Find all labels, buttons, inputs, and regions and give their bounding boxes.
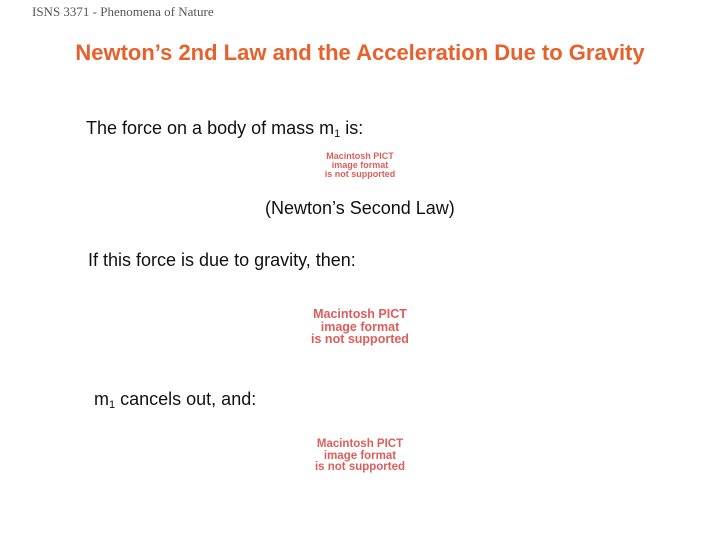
pict-placeholder-line: is not supported	[324, 169, 396, 179]
course-header: ISNS 3371 - Phenomena of Nature	[32, 4, 214, 19]
text-line-cancels-end: cancels out, and:	[115, 389, 257, 409]
pict-placeholder-line: Macintosh PICT	[316, 438, 404, 450]
text-line-cancels	[94, 389, 256, 411]
text-line-force	[86, 118, 363, 140]
pict-placeholder-line: Macintosh PICT	[326, 151, 394, 161]
slide-title: Newton’s 2nd Law and the Acceleration Due to Gravity	[75, 40, 645, 65]
pict-placeholder-line: image format	[331, 160, 389, 170]
text-line-second-law: (Newton’s Second Law)	[265, 198, 455, 218]
mass-subscript: 1	[109, 399, 116, 411]
pict-placeholder-line: is not supported	[314, 461, 406, 473]
text-line-cancels-start: m	[94, 389, 109, 409]
pict-placeholder-line: image format	[323, 449, 397, 462]
pict-placeholder-line: Macintosh PICT	[313, 307, 407, 321]
pict-placeholder-1	[305, 152, 415, 179]
text-line-force-start: The force on a body of mass m	[86, 118, 335, 138]
text-line-force-end: is:	[340, 118, 364, 138]
pict-placeholder-line: is not supported	[311, 332, 409, 346]
pict-placeholder-line: image format	[320, 319, 400, 334]
mass-subscript: 1	[334, 128, 341, 140]
text-line-gravity: If this force is due to gravity, then:	[88, 250, 356, 270]
pict-placeholder-3	[300, 439, 420, 474]
pict-placeholder-2	[275, 308, 445, 346]
